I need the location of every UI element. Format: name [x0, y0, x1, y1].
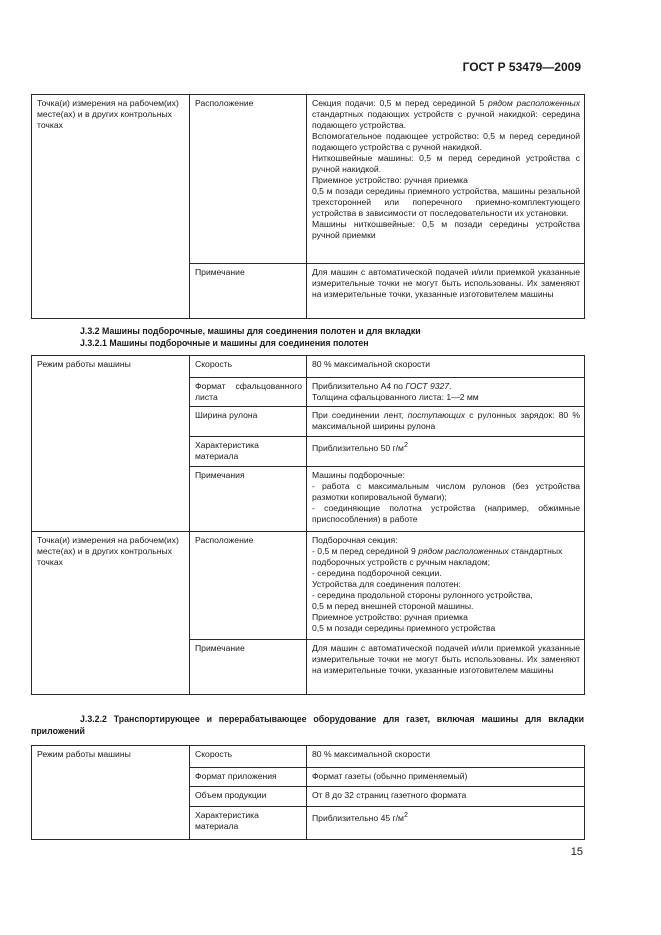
notes-label-cell: [190, 467, 307, 532]
location-text-italic: рядом расположенных: [418, 546, 509, 556]
section-heading-j32: J.3.2 Машины подборочные, машины для соединения полотен и для вкладки: [80, 326, 421, 336]
location-text: 0,5 м позади середины приемного устройства: [312, 623, 496, 633]
table-row: [32, 532, 585, 640]
note-value-cell: [307, 640, 585, 695]
points-label-cell: [32, 95, 190, 319]
location-text: Подборочная секция:: [312, 535, 398, 545]
location-text-italic: рядом расположенных: [488, 98, 580, 108]
material-unit-superscript: 2: [403, 811, 408, 819]
location-label: Расположение: [195, 535, 254, 545]
format-label-cell: [190, 768, 307, 787]
speed-label: Скорость: [195, 359, 233, 369]
mode-label: Режим работы машины: [37, 749, 131, 759]
section-heading-j321: J.3.2.1 Машины подборочные и машины для соединения полотен: [80, 338, 369, 348]
note-value-cell: [307, 264, 585, 319]
location-text: 0,5 м позади середины приемного устройства, машины резальной трехсторонней или поперечного приемно-комплектующего устройства в зависимости от последовательности их установки.: [312, 186, 580, 218]
material-value: Приблизительно 50 г/м: [312, 442, 404, 453]
speed-value: 80 % максимальной скорости: [312, 359, 431, 369]
speed-label-cell: [190, 746, 307, 768]
location-text: Ниткошвейные машины: 0,5 м перед серединой устройства с ручной накидкой.: [312, 153, 580, 174]
roll-value-cell: [307, 407, 585, 437]
notes-value-cell: [307, 467, 585, 532]
volume-value-cell: [307, 787, 585, 807]
format-label: Формат приложения: [195, 771, 277, 781]
roll-label-cell: [190, 407, 307, 437]
note-label: Примечание: [195, 267, 245, 277]
mode-label-cell: [32, 356, 190, 532]
table-row: [32, 356, 585, 378]
format-value: Формат газеты (обычно применяемый): [312, 771, 468, 781]
material-label: Характеристика материала: [195, 440, 259, 461]
points-label: Точка(и) измерения на рабочем(их) месте(ах) и в других контрольных точках: [37, 535, 179, 567]
note-text: Для машин с автоматической подачей и/или приемкой указанные измерительные точки не могут быть использованы. Их заменяют на измерительные точки, указанные изготовителем машины: [312, 643, 580, 675]
speed-label-cell: [190, 356, 307, 378]
format-value: Приблизительно А4 по: [312, 381, 403, 391]
mode-label: Режим работы машины: [37, 359, 131, 369]
notes-text: - соединяющие полотна устройства (например, обжимные приспособления) в работе: [312, 503, 580, 524]
location-label-cell: [190, 95, 307, 264]
notes-label: Примечания: [195, 470, 245, 480]
mode-label-cell: [32, 746, 190, 840]
format-label-cell: [190, 378, 307, 407]
format-value-end: .: [449, 381, 452, 391]
material-value: Приблизительно 45 г/м: [312, 812, 404, 823]
format-value-cell: [307, 768, 585, 787]
format-label: Формат сфальцованного листа: [195, 381, 302, 402]
roll-value-italic: поступающих: [407, 410, 466, 420]
material-label-cell: [190, 807, 307, 840]
table-row: [32, 95, 585, 264]
material-label-cell: [190, 437, 307, 467]
location-value-cell: [307, 532, 585, 640]
notes-text: - работа с максимальным числом рулонов (без устройства размотки копировальной бумаги);: [312, 481, 580, 502]
location-label: Расположение: [195, 98, 254, 108]
roll-value: с рулонных зарядок: 80 % максимальной ширины рулона: [312, 410, 580, 431]
location-text: Приемное устройство: ручная приемка: [312, 612, 468, 622]
speed-value: 80 % максимальной скорости: [312, 749, 431, 759]
note-label: Примечание: [195, 643, 245, 653]
roll-value: При соединении лент,: [312, 410, 404, 420]
speed-label: Скорость: [195, 749, 233, 759]
measurement-table-1: [31, 94, 585, 319]
volume-label: Объем продукции: [195, 790, 267, 800]
material-value-cell: [307, 437, 585, 467]
note-label-cell: [190, 640, 307, 695]
thickness-value: Толщина сфальцованного листа: 1—2 мм: [312, 392, 479, 402]
measurement-table-2: [31, 355, 585, 695]
location-text: 0,5 м перед внешней стороной машины.: [312, 601, 474, 611]
note-label-cell: [190, 264, 307, 319]
volume-value: От 8 до 32 страниц газетного формата: [312, 790, 467, 800]
location-text: Секция подачи: 0,5 м перед серединой 5: [312, 98, 485, 108]
location-text: - середина продольной стороны рулонного устройства,: [312, 590, 533, 600]
material-label: Характеристика материала: [195, 810, 259, 831]
page-number: 15: [570, 846, 583, 858]
table-row: [32, 746, 585, 768]
location-text: Устройства для соединения полотен:: [312, 579, 461, 589]
location-text: стандартных подборочных устройств с ручным накладом;: [312, 546, 563, 567]
location-text: - середина подборочной секции.: [312, 568, 442, 578]
measurement-table-3: [31, 745, 585, 840]
location-text: Приемное устройство: ручная приемка: [312, 175, 468, 185]
points-label: Точка(и) измерения на рабочем(их) месте(ах) и в других контрольных точках: [37, 98, 179, 130]
section-heading-j322: J.3.2.2 Транспортирующее и перерабатывающее оборудование для газет, включая машины для вкладки приложений: [31, 714, 584, 736]
points-label-cell: [32, 532, 190, 695]
format-value-cell: [307, 378, 585, 407]
material-unit-superscript: 2: [403, 441, 408, 449]
speed-value-cell: [307, 356, 585, 378]
volume-label-cell: [190, 787, 307, 807]
format-standard-ref: ГОСТ 9327: [405, 381, 450, 391]
speed-value-cell: [307, 746, 585, 768]
location-text: Вспомогательное подающее устройство: 0,5 м перед серединой подающего устройства с ручной накидкой.: [312, 131, 580, 152]
material-value-cell: [307, 807, 585, 840]
note-text: Для машин с автоматической подачей и/или приемкой указанные измерительные точки не могут быть использованы. Их заменяют на измерительные точки, указанные изготовителем машины: [312, 267, 580, 299]
location-text: - 0,5 м перед серединой 9: [312, 546, 416, 556]
location-text: Машины ниткошвейные: 0,5 м позади середины устройства ручной приемки: [312, 219, 580, 240]
document-id: ГОСТ Р 53479—2009: [462, 60, 581, 74]
location-value-cell: [307, 95, 585, 264]
notes-text: Машины подборочные:: [312, 470, 405, 480]
location-text: стандартных подающих устройств с ручной накидкой: середина подающего устройства.: [312, 109, 580, 130]
roll-label: Ширина рулона: [195, 410, 258, 420]
location-label-cell: [190, 532, 307, 640]
